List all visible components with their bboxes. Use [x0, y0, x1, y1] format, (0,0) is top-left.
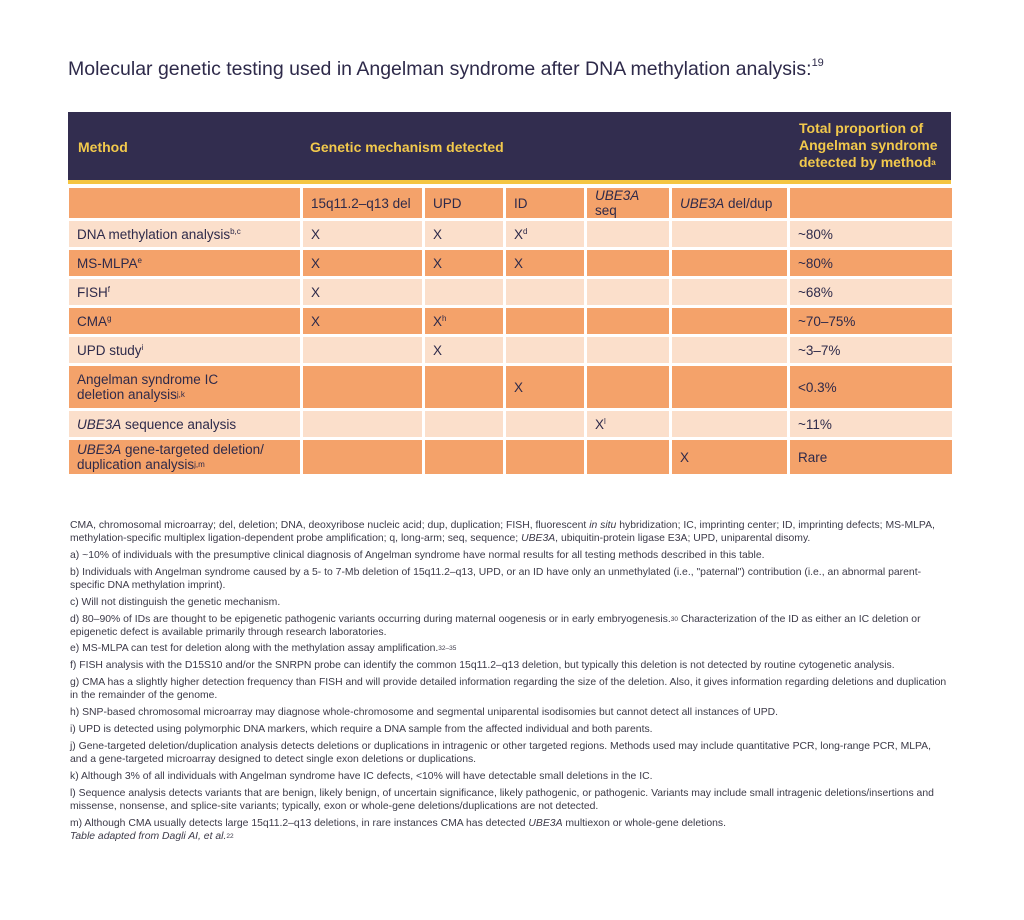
- cell-seq: [587, 221, 669, 247]
- cell-deldup: X: [672, 440, 787, 474]
- cell-id: [506, 366, 584, 408]
- row-method: [69, 440, 300, 474]
- source-text: Table adapted from Dagli AI, et al.: [70, 830, 227, 842]
- footnote-e-text: e) MS-MLPA can test for deletion along with the methylation assay amplification.: [70, 643, 439, 655]
- method-sup: j,k: [176, 390, 185, 399]
- upd-mark: X: [433, 226, 443, 242]
- subheader-seq: [587, 188, 669, 218]
- row-method: [69, 250, 300, 276]
- table-row: [69, 221, 952, 247]
- abbrev-insitu: in situ: [589, 520, 617, 531]
- subheader-id: ID: [506, 188, 584, 218]
- upd-mark: X: [433, 342, 443, 358]
- cell-total: Rare: [790, 440, 952, 474]
- method-sup: i: [141, 342, 144, 352]
- cell-upd: [425, 250, 503, 276]
- table-row: [69, 440, 952, 474]
- id-mark: X: [514, 379, 524, 395]
- cell-seq: [587, 279, 669, 305]
- source-note: [70, 830, 948, 843]
- subheader-seq-gene: UBE3A: [595, 188, 640, 203]
- footnote-d-part2: Characterization of the ID as either an IC deletion or epigenetic defect is available primarily through research laboratories.: [70, 613, 921, 638]
- cell-total: ~80%: [790, 221, 952, 247]
- subheader-upd: UPD: [425, 188, 503, 218]
- cell-id: [506, 279, 584, 305]
- cell-del: [303, 366, 422, 408]
- subheader-empty: [69, 188, 300, 218]
- footnote-b: b) Individuals with Angelman syndrome caused by a 5- to 7-Mb deletion of 15q11.2–q13, UPD, or an ID have only an unmethylated (i.e., "paternal") contribution (i.e., an abnormal parent-specific DNA methylation imprint).: [70, 566, 922, 591]
- footnote-d-ref: 30: [670, 615, 678, 623]
- footnote-i: i) UPD is detected using polymorphic DNA markers, which require a DNA sample from the affected individual and both parents.: [70, 724, 653, 736]
- cell-upd: [425, 440, 503, 474]
- cell-total: ~68%: [790, 279, 952, 305]
- header-total-sup: a: [931, 158, 936, 167]
- method-text: MS-MLPA: [77, 255, 138, 271]
- method-text: UPD study: [77, 342, 142, 358]
- cell-deldup: [672, 366, 787, 408]
- id-sup: d: [523, 226, 528, 236]
- method-sup: b,c: [230, 226, 241, 236]
- subheader-deldup: [672, 188, 787, 218]
- footnote-h: h) SNP-based chromosomal microarray may diagnose whole-chromosome and segmental uniparental isodisomies but cannot detect all instances of UPD.: [70, 707, 779, 719]
- table-row: [69, 308, 952, 334]
- method-text-line2: deletion analysis: [77, 387, 177, 402]
- footnote-abbreviations: [70, 519, 948, 545]
- row-method: [69, 221, 300, 247]
- cell-total: ~11%: [790, 411, 952, 437]
- footnote-m-gene: UBE3A: [528, 817, 563, 829]
- table-subheader-row: [69, 188, 952, 218]
- footnote-f: f) FISH analysis with the D15S10 and/or the SNRPN probe can identify the common 15q11.2–q13 deletion, but typically this deletion is not detected by routine cytogenetic analysis.: [70, 660, 895, 672]
- method-sup: j,m: [194, 460, 205, 469]
- cell-deldup: [672, 308, 787, 334]
- table-header: [68, 112, 951, 184]
- footnote-k: k) Although 3% of all individuals with Angelman syndrome have IC defects, <10% will have detectable small deletions in the IC.: [70, 770, 653, 782]
- cell-id: [506, 308, 584, 334]
- footnotes: [70, 519, 948, 846]
- header-total-line2: Angelman syndrome: [799, 137, 938, 153]
- footnote-d: [70, 613, 948, 639]
- method-sup: e: [137, 255, 142, 265]
- subheader-deldup-gene: UBE3A: [680, 195, 725, 211]
- table-row: [69, 250, 952, 276]
- cell-deldup: [672, 279, 787, 305]
- abbrev-part2: hybridization; IC, imprinting center; ID, imprinting defects; MS-MLPA, methylation-specific multiplex ligation-dependent probe amplification; q, long-arm; seq, sequence;: [70, 520, 935, 544]
- footnote-m: [70, 817, 948, 830]
- row-method: [69, 337, 300, 363]
- cell-deldup: [672, 250, 787, 276]
- method-gene: UBE3A: [77, 416, 122, 432]
- cell-seq: [587, 366, 669, 408]
- cell-id: [506, 411, 584, 437]
- header-total: [799, 120, 937, 171]
- cell-deldup: [672, 411, 787, 437]
- footnote-m-part1: m) Although CMA usually detects large 15q11.2–q13 deletions, in rare instances CMA has detected: [70, 817, 529, 829]
- source-ref: 22: [226, 832, 234, 840]
- id-mark: X: [514, 226, 524, 242]
- cell-total: <0.3%: [790, 366, 952, 408]
- subheader-total-empty: [790, 188, 952, 218]
- cell-del: [303, 440, 422, 474]
- row-method: [69, 308, 300, 334]
- cell-upd: [425, 279, 503, 305]
- cell-seq: [587, 337, 669, 363]
- cell-upd: [425, 366, 503, 408]
- table-row: [69, 279, 952, 305]
- subheader-seq-rest: seq: [595, 203, 617, 218]
- method-sup: g: [107, 313, 112, 323]
- row-method: [69, 366, 300, 408]
- cell-total: ~70–75%: [790, 308, 952, 334]
- method-text: FISH: [77, 284, 108, 300]
- cell-del: X: [303, 279, 422, 305]
- footnote-e: [70, 642, 948, 655]
- seq-sup: l: [604, 416, 606, 426]
- abbrev-part1: CMA, chromosomal microarray; del, deletion; DNA, deoxyribose nucleic acid; dup, duplication; FISH, fluorescent: [70, 520, 590, 531]
- cell-upd: [425, 308, 503, 334]
- upd-mark: X: [433, 313, 443, 329]
- cell-del: X: [303, 221, 422, 247]
- footnote-c: c) Will not distinguish the genetic mechanism.: [70, 596, 281, 608]
- cell-upd: [425, 411, 503, 437]
- title-ref: 19: [811, 57, 824, 69]
- method-gene: UBE3A: [77, 442, 122, 457]
- abbrev-gene: UBE3A: [521, 533, 556, 544]
- cell-del: X: [303, 308, 422, 334]
- cell-id: [506, 221, 584, 247]
- row-method: [69, 279, 300, 305]
- page-title: [68, 58, 824, 81]
- upd-sup: h: [442, 313, 447, 323]
- cell-id: [506, 440, 584, 474]
- row-method: [69, 411, 300, 437]
- method-text-line1: Angelman syndrome IC: [77, 372, 219, 387]
- title-text: Molecular genetic testing used in Angelman syndrome after DNA methylation analysis:: [68, 58, 812, 80]
- cell-upd: [425, 221, 503, 247]
- cell-seq: [587, 250, 669, 276]
- table-row: [69, 411, 952, 437]
- method-text-line2: duplication analysis: [77, 457, 195, 472]
- subheader-deldup-rest: del/dup: [724, 195, 773, 211]
- cell-id: [506, 337, 584, 363]
- header-mechanism: Genetic mechanism detected: [310, 139, 504, 155]
- footnote-d-part1: d) 80–90% of IDs are thought to be epigenetic pathogenic variants occurring during maternal oogenesis or in early embryogenesis.: [70, 613, 671, 625]
- method-text-line1: gene-targeted deletion/: [121, 442, 264, 457]
- footnote-a: a) ~10% of individuals with the presumptive clinical diagnosis of Angelman syndrome have normal results for all testing methods described in this table.: [70, 549, 765, 561]
- cell-total: ~3–7%: [790, 337, 952, 363]
- cell-seq: [587, 440, 669, 474]
- testing-table: [66, 185, 955, 477]
- cell-deldup: [672, 221, 787, 247]
- id-mark: X: [514, 255, 524, 271]
- method-text: sequence analysis: [121, 416, 237, 432]
- method-text: DNA methylation analysis: [77, 226, 231, 242]
- upd-mark: X: [433, 255, 443, 271]
- cell-del: [303, 411, 422, 437]
- subheader-del: 15q11.2–q13 del: [303, 188, 422, 218]
- seq-mark: X: [595, 416, 605, 432]
- footnote-l: l) Sequence analysis detects variants that are benign, likely benign, of uncertain significance, likely pathogenic, or pathogenic. Variants may include small intragenic deletions/insertions and missense, nonsense, and splice-site variants; typically, exon or whole-gene deletions/duplications are not detected.: [70, 787, 934, 812]
- abbrev-part3: , ubiquitin-protein ligase E3A; UPD, uniparental disomy.: [555, 533, 811, 544]
- header-total-line3: detected by method: [799, 154, 932, 170]
- cell-id: [506, 250, 584, 276]
- cell-total: ~80%: [790, 250, 952, 276]
- footnote-e-ref: 32–35: [438, 645, 457, 653]
- header-total-line1: Total proportion of: [799, 120, 924, 136]
- table-row: [69, 366, 952, 408]
- cell-seq: [587, 308, 669, 334]
- cell-seq: [587, 411, 669, 437]
- cell-del: [303, 337, 422, 363]
- cell-deldup: [672, 337, 787, 363]
- method-text: CMA: [77, 313, 107, 329]
- cell-upd: [425, 337, 503, 363]
- table-row: [69, 337, 952, 363]
- footnote-j: j) Gene-targeted deletion/duplication analysis detects deletions or duplications in intragenic or other targeted regions. Methods used may include quantitative PCR, long-range PCR, MLPA, and a gene-targeted microarray designed to detect single exon deletions or duplications.: [70, 740, 931, 765]
- header-method: Method: [78, 139, 128, 155]
- cell-del: X: [303, 250, 422, 276]
- method-sup: f: [107, 284, 110, 294]
- footnote-m-part2: multiexon or whole-gene deletions.: [562, 817, 726, 829]
- footnote-g: g) CMA has a slightly higher detection frequency than FISH and will provide detailed information regarding the size of the deletion. Also, it gives information regarding deletions and duplication in the remainder of the genome.: [70, 677, 947, 702]
